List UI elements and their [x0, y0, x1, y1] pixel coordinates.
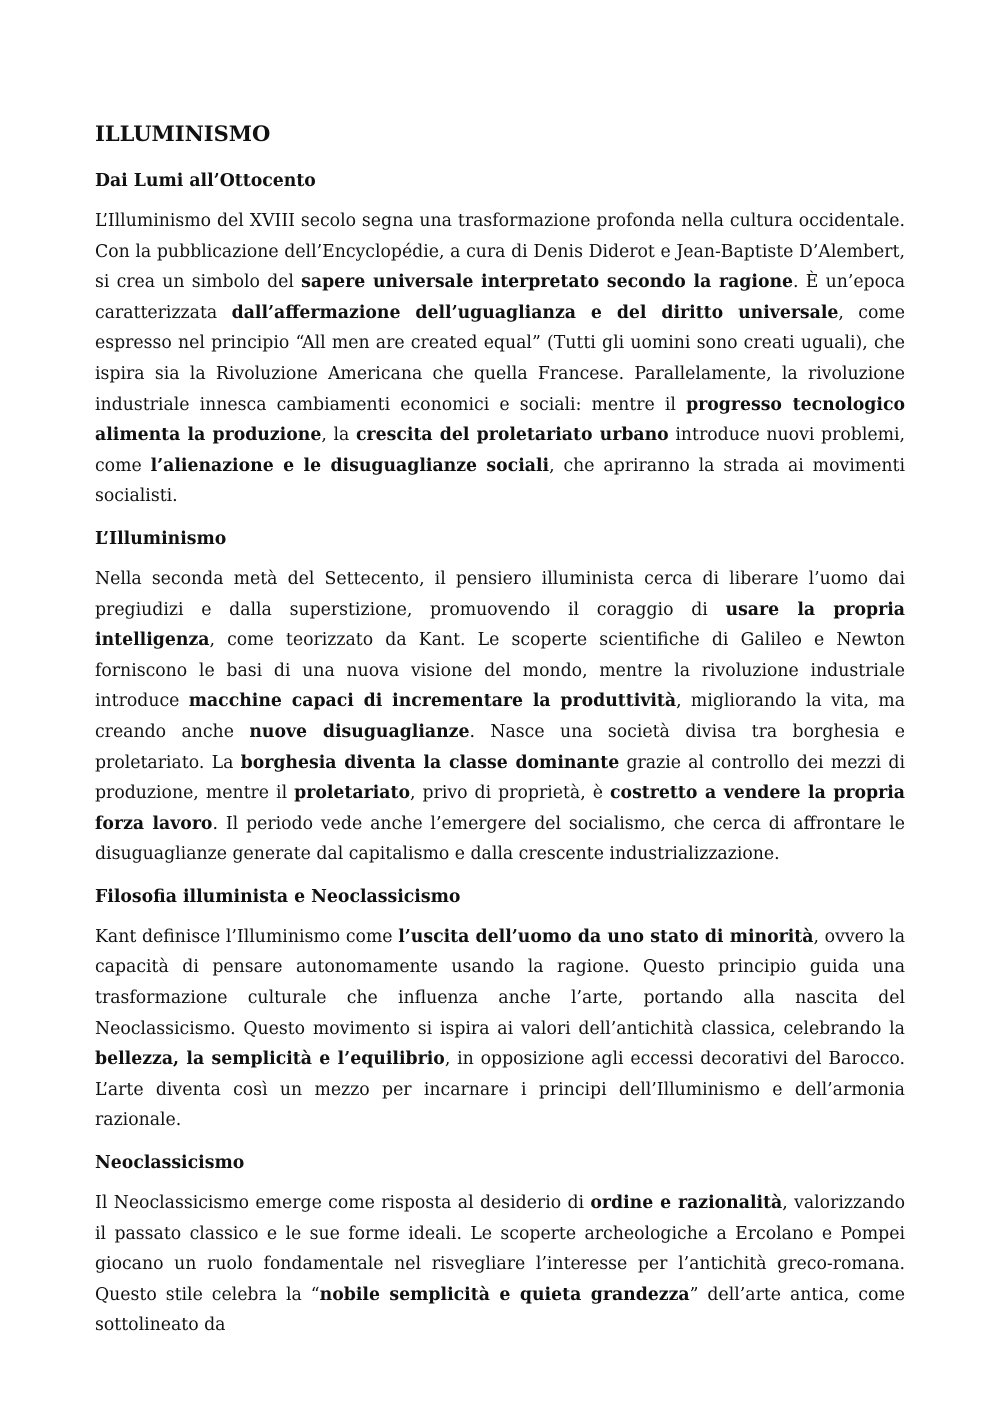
text-run: , ovvero la capacità di pensare autonomamente usando la ragione. Questo principio guida una trasformazione culturale che influenza anche l’arte, portando alla nascita del Neoclassicismo. Questo movimento si ispira ai valori dell’antichità classica, celebrando la: [95, 926, 906, 1039]
text-run: , in opposizione agli eccessi decorativi del Barocco. L’arte diventa così un mezzo per incarnare i principi dell’Illuminismo e dell’armonia razionale.: [95, 1049, 905, 1131]
bold-text-run: dall’affermazione dell’uguaglianza e del diritto universale: [231, 302, 839, 323]
document-page: [95, 118, 905, 1355]
section-heading-neoclassicismo: Neoclassicismo: [95, 1153, 245, 1174]
text-run: , valorizzando il passato classico e le sue forme ideali. Le scoperte archeologiche a Ercolano e Pompei giocano un ruolo fondamentale nel risvegliare l’interesse per l’antichità greco-romana. Questo stile celebra la “: [95, 1193, 905, 1305]
bold-text-run: nobile semplicità e quieta grandezza: [319, 1284, 690, 1305]
bold-text-run: crescita del proletariato urbano: [356, 425, 669, 446]
text-run: Nella seconda metà del Settecento, il pensiero illuminista cerca di liberare l’uomo dai pregiudizi e dalla superstizione, promuovendo il coraggio di: [95, 568, 905, 620]
bold-text-run: sapere universale interpretato secondo la ragione: [301, 272, 794, 293]
text-run: , migliorando la vita, ma creando anche: [95, 691, 905, 742]
bold-text-run: progresso tecnologico alimenta la produzione: [95, 394, 906, 446]
bold-text-run: macchine capaci di incrementare la produttività: [188, 691, 677, 712]
text-run: . È un’epoca caratterizzata: [95, 272, 905, 323]
bold-text-run: bellezza, la semplicità e l’equilibrio: [95, 1049, 445, 1070]
text-run: introduce nuovi problemi, come: [95, 425, 905, 476]
paragraph-filosofia: [95, 922, 905, 1136]
bold-text-run: borghesia diventa la classe dominante: [240, 752, 620, 773]
paragraph-dai-lumi: [95, 206, 905, 512]
text-run: , la: [321, 425, 356, 446]
text-run: , che apriranno la strada ai movimenti socialisti.: [95, 455, 905, 507]
text-run: , come espresso nel principio “All men are created equal” (Tutti gli uomini sono creati uguali), che ispira sia la Rivoluzione Americana che quella Francese. Parallelamente, la rivoluzione industriale innesca cambiamenti economici e sociali: mentre il: [95, 302, 906, 415]
bold-text-run: ordine e razionalità: [590, 1193, 783, 1214]
text-run: ” dell’arte antica, come sottolineato da: [95, 1284, 905, 1336]
paragraph-neoclassicismo: [95, 1188, 905, 1341]
bold-text-run: usare la propria intelligenza: [95, 599, 905, 651]
text-run: L’Illuminismo del XVIII secolo segna una trasformazione profonda nella cultura occidentale. Con la pubblicazione dell’Encyclopédie, a cura di Denis Diderot e Jean-Baptiste D’Alembert, si crea un simbolo del: [95, 211, 905, 293]
text-run: . Nasce una società divisa tra borghesia e proletariato. La: [95, 721, 905, 773]
text-run: . Il periodo vede anche l’emergere del socialismo, che cerca di affrontare le disuguaglianze generate dal capitalismo e dalla crescente industrializzazione.: [95, 813, 905, 865]
section-heading-dai-lumi: Dai Lumi all’Ottocento: [95, 171, 316, 191]
text-run: Kant definisce l’Illuminismo come: [95, 926, 399, 947]
text-run: Il Neoclassicismo emerge come risposta al desiderio di: [95, 1193, 591, 1214]
paragraph-illuminismo: [95, 564, 905, 870]
bold-text-run: nuove disuguaglianze: [249, 721, 470, 742]
bold-text-run: proletariato: [294, 783, 410, 804]
text-run: , come teorizzato da Kant. Le scoperte scientifiche di Galileo e Newton forniscono le basi di una nuova visione del mondo, mentre la rivoluzione industriale introduce: [95, 630, 905, 712]
bold-text-run: l’uscita dell’uomo da uno stato di minorità: [398, 926, 814, 947]
bold-text-run: costretto a vendere la propria forza lavoro: [95, 783, 906, 834]
section-heading-illuminismo: L’Illuminismo: [95, 528, 227, 549]
text-run: , privo di proprietà, è: [409, 783, 611, 804]
section-heading-filosofia: Filosofia illuminista e Neoclassicismo: [95, 886, 461, 907]
text-run: grazie al controllo dei mezzi di produzione, mentre il: [95, 752, 906, 804]
document-title: ILLUMINISMO: [95, 121, 271, 146]
bold-text-run: l’alienazione e le disuguaglianze sociali: [150, 455, 550, 476]
